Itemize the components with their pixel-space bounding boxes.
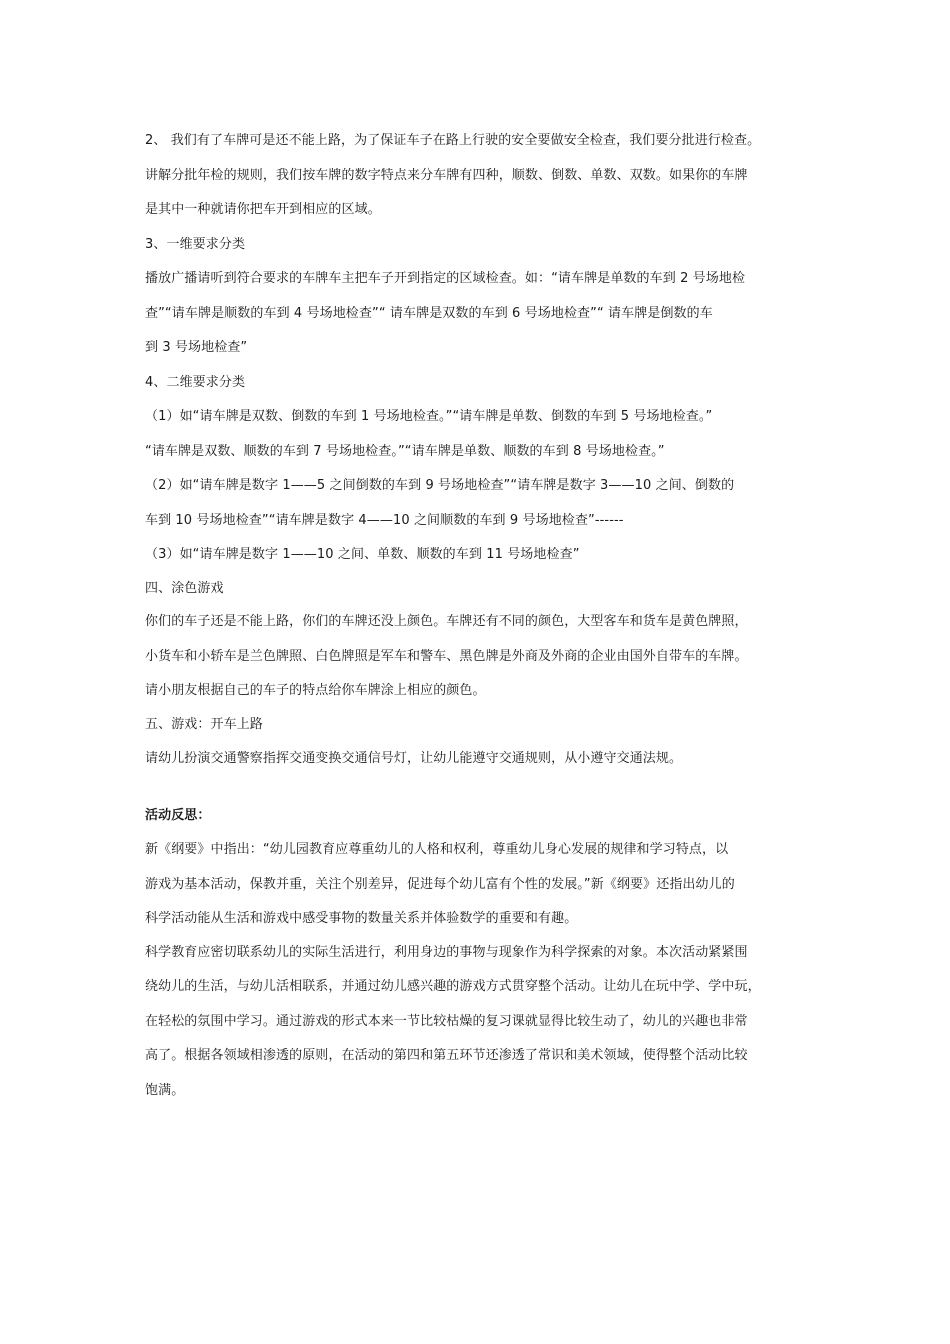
section-heading: 四、涂色游戏 xyxy=(145,580,224,596)
paragraph-line: 请小朋友根据自己的车子的特点给你车牌涂上相应的颜色。 xyxy=(145,683,486,698)
paragraph-line: 饱满。 xyxy=(145,1082,185,1098)
section-heading: 五、游戏：开车上路 xyxy=(145,716,263,732)
paragraph-line: 查”“请车牌是顺数的车到 4 号场地检查”“ 请车牌是双数的车到 6 号场地检查”“ 请车牌是倒数的车 xyxy=(145,305,713,321)
paragraph-line: “请车牌是双数、顺数的车到 7 号场地检查。”“请车牌是单数、顺数的车到 8 号场地检查。” xyxy=(145,443,665,459)
paragraph-line: 2、 我们有了车牌可是还不能上路，为了保证车子在路上行驶的安全要做安全检查，我们要分批进行检查。 xyxy=(145,133,761,148)
spacer xyxy=(145,777,817,799)
paragraph-line: 请幼儿扮演交通警察指挥交通变换交通信号灯，让幼儿能遵守交通规则，从小遵守交通法规。 xyxy=(145,751,683,766)
paragraph-line: 绕幼儿的生活，与幼儿活相联系，并通过幼儿感兴趣的游戏方式贯穿整个活动。让幼儿在玩中学、学中玩， xyxy=(145,979,761,994)
paragraph-line: （3）如“请车牌是数字 1——10 之间、单数、顺数的车到 11 号场地检查” xyxy=(145,547,580,562)
section-heading: 3、一维要求分类 xyxy=(145,236,246,252)
paragraph-line: 讲解分批年检的规则，我们按车牌的数字特点来分车牌有四种，顺数、倒数、单数、双数。如果你的车牌 xyxy=(145,167,748,183)
section-heading: 4、二维要求分类 xyxy=(145,374,246,390)
paragraph-line: 新《纲要》中指出：“幼儿园教育应尊重幼儿的人格和权利，尊重幼儿身心发展的规律和学习特点，以 xyxy=(145,842,729,857)
reflection-heading: 活动反思： xyxy=(145,807,211,823)
paragraph-line: （1）如“请车牌是双数、倒数的车到 1 号场地检查。”“请车牌是单数、倒数的车到 5 号场地检查。” xyxy=(145,409,713,424)
paragraph-line: 游戏为基本活动，保教并重，关注个别差异，促进每个幼儿富有个性的发展。”新《纲要》还指出幼儿的 xyxy=(145,876,735,892)
paragraph-line: 是其中一种就请你把车开到相应的区域。 xyxy=(145,202,381,217)
paragraph-line: 小货车和小轿车是兰色牌照、白色牌照是军车和警车、黑色牌是外商及外商的企业由国外自带车的车牌。 xyxy=(145,648,748,664)
paragraph-line: 科学教育应密切联系幼儿的实际生活进行，利用身边的事物与现象作为科学探索的对象。本次活动紧紧围 xyxy=(145,944,748,960)
paragraph-line: 你们的车子还是不能上路，你们的车牌还没上颜色。车牌还有不同的颜色，大型客车和货车是黄色牌照， xyxy=(145,614,748,629)
paragraph-line: 播放广播请听到符合要求的车牌车主把车子开到指定的区域检查。如：“请车牌是单数的车到 2 号场地检 xyxy=(145,271,746,286)
paragraph-line: 在轻松的氛围中学习。通过游戏的形式本来一节比较枯燥的复习课就显得比较生动了，幼儿的兴趣也非常 xyxy=(145,1013,748,1029)
paragraph-line: 到 3 号场地检查” xyxy=(145,340,248,355)
paragraph-line: 高了。根据各领域相渗透的原则，在活动的第四和第五环节还渗透了常识和美术领域，使得整个活动比较 xyxy=(145,1048,748,1063)
paragraph-line: 车到 10 号场地检查”“请车牌是数字 4——10 之间顺数的车到 9 号场地检查”------ xyxy=(145,512,624,528)
paragraph-line: 科学活动能从生活和游戏中感受事物的数量关系并体验数学的重要和有趣。 xyxy=(145,911,578,926)
document-body xyxy=(145,124,817,1108)
paragraph-line: （2）如“请车牌是数字 1——5 之间倒数的车到 9 号场地检查”“请车牌是数字 3——10 之间、倒数的 xyxy=(145,478,735,493)
